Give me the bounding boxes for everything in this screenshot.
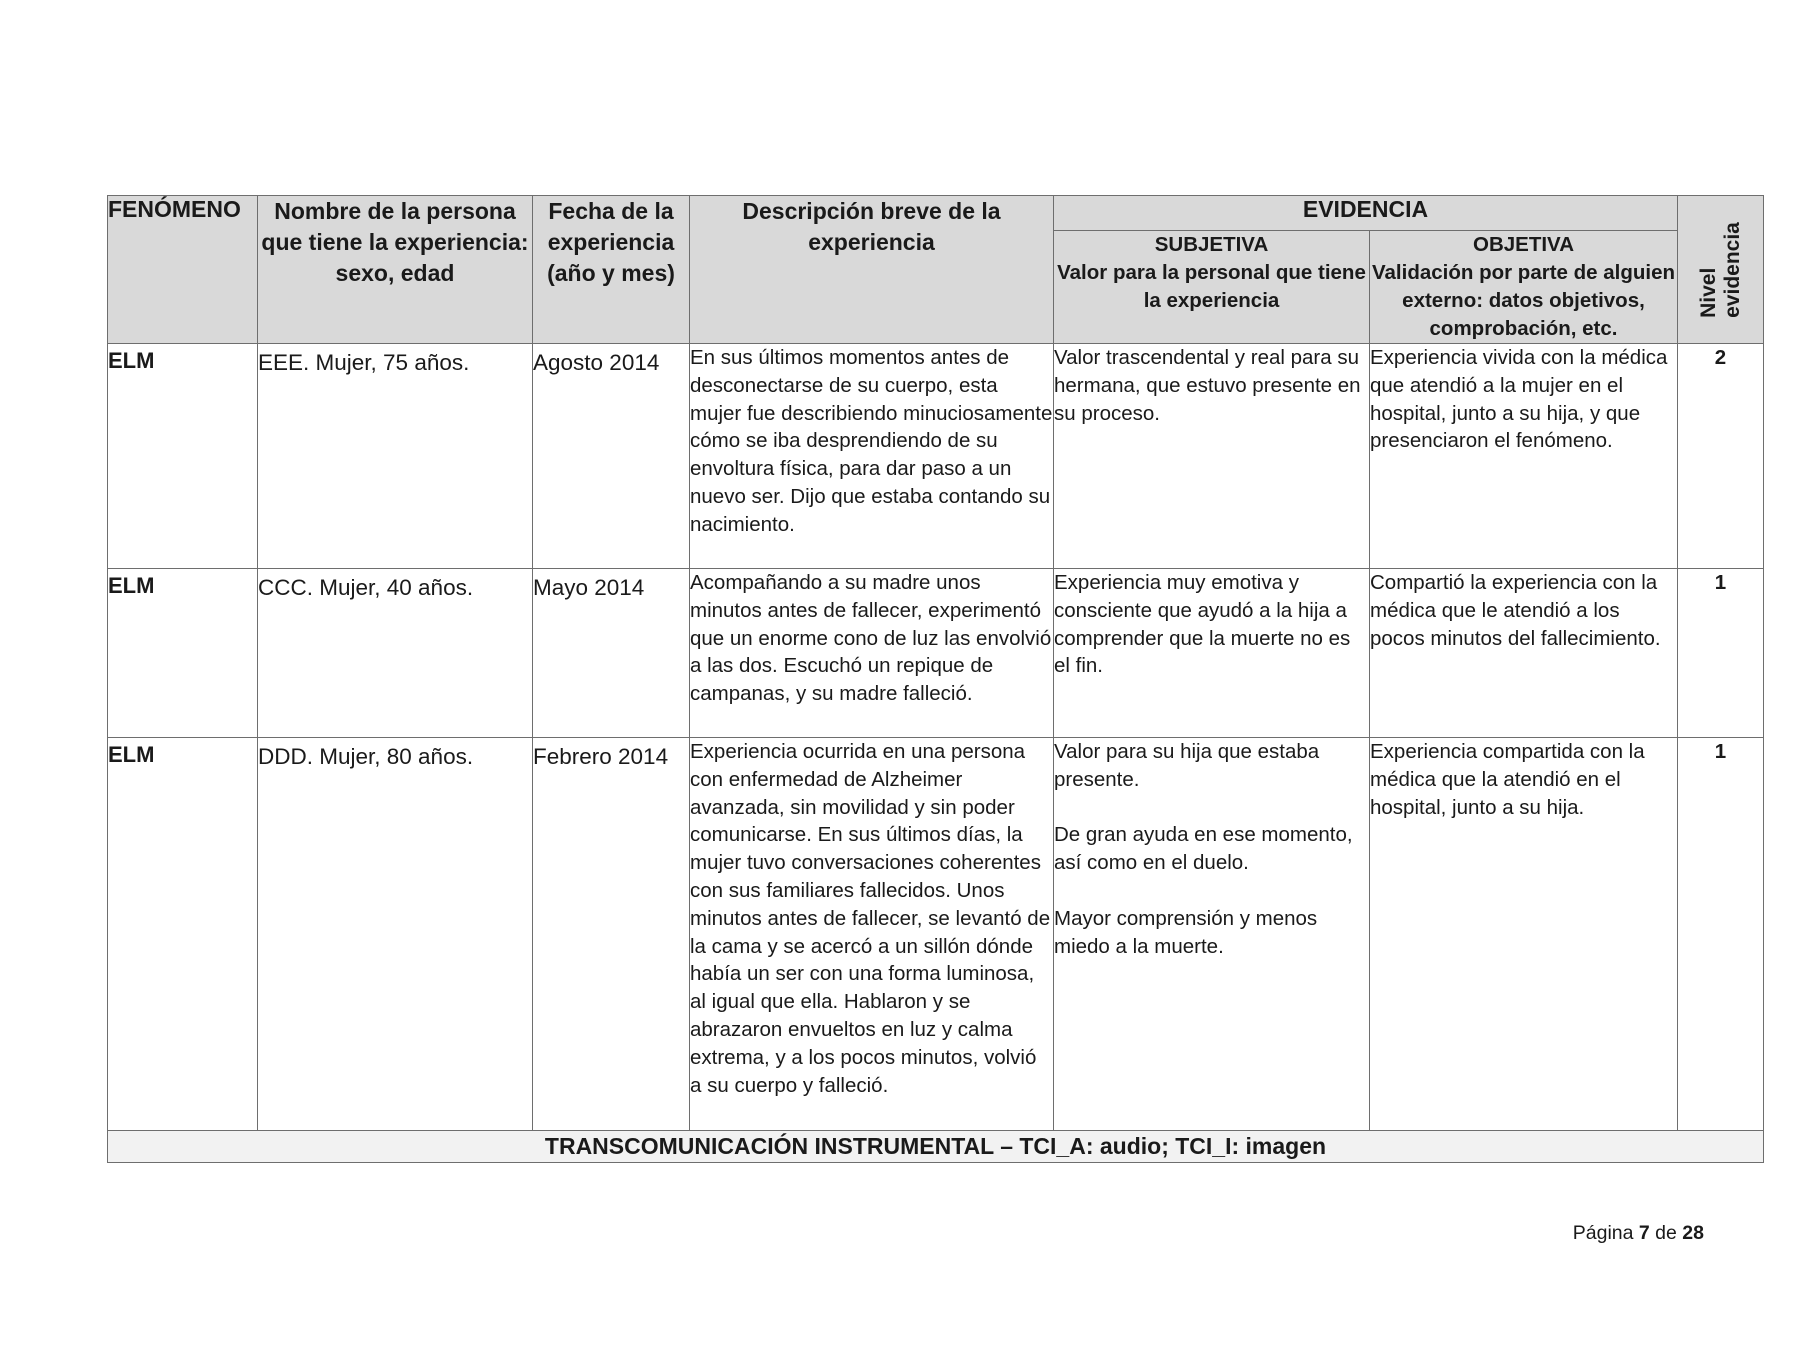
cell-persona: EEE. Mujer, 75 años.	[258, 344, 533, 569]
header-subjetiva-title: SUBJETIVA	[1154, 233, 1269, 256]
cell-fenomeno: ELM	[108, 344, 258, 569]
header-objetiva-desc: Validación por parte de alguien externo: datos objetivos, comprobación, etc.	[1371, 261, 1675, 340]
header-nivel-line2: evidencia	[1720, 221, 1744, 318]
cell-fecha: Agosto 2014	[533, 344, 690, 569]
cell-persona: CCC. Mujer, 40 años.	[258, 569, 533, 738]
cell-descripcion: Experiencia ocurrida en una persona con enfermedad de Alzheimer avanzada, sin movilidad y sin poder comunicarse. En sus últimos días, la mujer tuvo conversaciones coherentes con sus familiares fallecidos. Unos minutos antes de fallecer, se levantó de la cama y se acercó a un sillón dónde había un ser con una forma luminosa, al igual que ella. Hablaron y se abrazaron envueltos en luz y calma extrema, y a los pocos minutos, volvió a su cuerpo y falleció.	[690, 738, 1054, 1131]
page-number	[1573, 1222, 1704, 1245]
header-nivel-line1: Nivel	[1696, 267, 1720, 318]
section-footer-row	[108, 1131, 1764, 1163]
header-subjetiva-desc: Valor para la personal que tiene la experiencia	[1057, 261, 1366, 312]
cell-objetiva: Experiencia vivida con la médica que atendió a la mujer en el hospital, junto a su hija, y que presenciaron el fenómeno.	[1370, 344, 1678, 569]
evidence-table	[107, 195, 1764, 1163]
cell-fecha: Febrero 2014	[533, 738, 690, 1131]
header-evidencia: EVIDENCIA	[1054, 196, 1678, 231]
page-label: Página	[1572, 1222, 1634, 1244]
page-of-label: de	[1655, 1222, 1677, 1244]
header-objetiva-title: OBJETIVA	[1473, 233, 1574, 256]
cell-subjetiva	[1054, 738, 1370, 1131]
current-page: 7	[1638, 1222, 1650, 1244]
cell-nivel: 1	[1678, 738, 1764, 1131]
section-heading-transcomunicacion: TRANSCOMUNICACIÓN INSTRUMENTAL – TCI_A: audio; TCI_I: imagen	[108, 1131, 1764, 1163]
cell-objetiva: Experiencia compartida con la médica que la atendió en el hospital, junto a su hija.	[1370, 738, 1678, 1131]
header-descripcion: Descripción breve de la experiencia	[690, 196, 1054, 344]
header-objetiva	[1370, 231, 1678, 344]
cell-descripcion: Acompañando a su madre unos minutos antes de fallecer, experimentó que un enorme cono de luz las envolvió a las dos. Escuchó un repique de campanas, y su madre falleció.	[690, 569, 1054, 738]
table-row	[108, 344, 1764, 569]
cell-fenomeno: ELM	[108, 569, 258, 738]
subjetiva-paragraph: De gran ayuda en ese momento, así como en el duelo.	[1054, 823, 1353, 875]
cell-nivel: 1	[1678, 569, 1764, 738]
subjetiva-paragraph: Mayor comprensión y menos miedo a la muerte.	[1054, 906, 1318, 958]
subjetiva-paragraph: Valor trascendental y real para su hermana, que estuvo presente en su proceso.	[1054, 346, 1361, 425]
cell-nivel: 2	[1678, 344, 1764, 569]
header-fecha: Fecha de la experiencia (año y mes)	[533, 196, 690, 344]
cell-fecha: Mayo 2014	[533, 569, 690, 738]
cell-objetiva: Compartió la experiencia con la médica que le atendió a los pocos minutos del fallecimiento.	[1370, 569, 1678, 738]
cell-subjetiva	[1054, 569, 1370, 738]
cell-descripcion: En sus últimos momentos antes de desconectarse de su cuerpo, esta mujer fue describiendo minuciosamente cómo se iba desprendiendo de su envoltura física, para dar paso a un nuevo ser. Dijo que estaba contando su nacimiento.	[690, 344, 1054, 569]
table-row	[108, 738, 1764, 1131]
header-subjetiva	[1054, 231, 1370, 344]
header-persona: Nombre de la persona que tiene la experiencia: sexo, edad	[258, 196, 533, 344]
table-row	[108, 569, 1764, 738]
subjetiva-paragraph: Valor para su hija que estaba presente.	[1054, 740, 1320, 791]
subjetiva-paragraph: Experiencia muy emotiva y consciente que ayudó a la hija a comprender que la muerte no es el fin.	[1054, 571, 1351, 678]
cell-subjetiva	[1054, 344, 1370, 569]
total-pages: 28	[1682, 1222, 1704, 1244]
cell-fenomeno: ELM	[108, 738, 258, 1131]
cell-persona: DDD. Mujer, 80 años.	[258, 738, 533, 1131]
header-nivel-evidencia	[1678, 196, 1764, 344]
header-fenomeno: FENÓMENO	[108, 196, 258, 344]
